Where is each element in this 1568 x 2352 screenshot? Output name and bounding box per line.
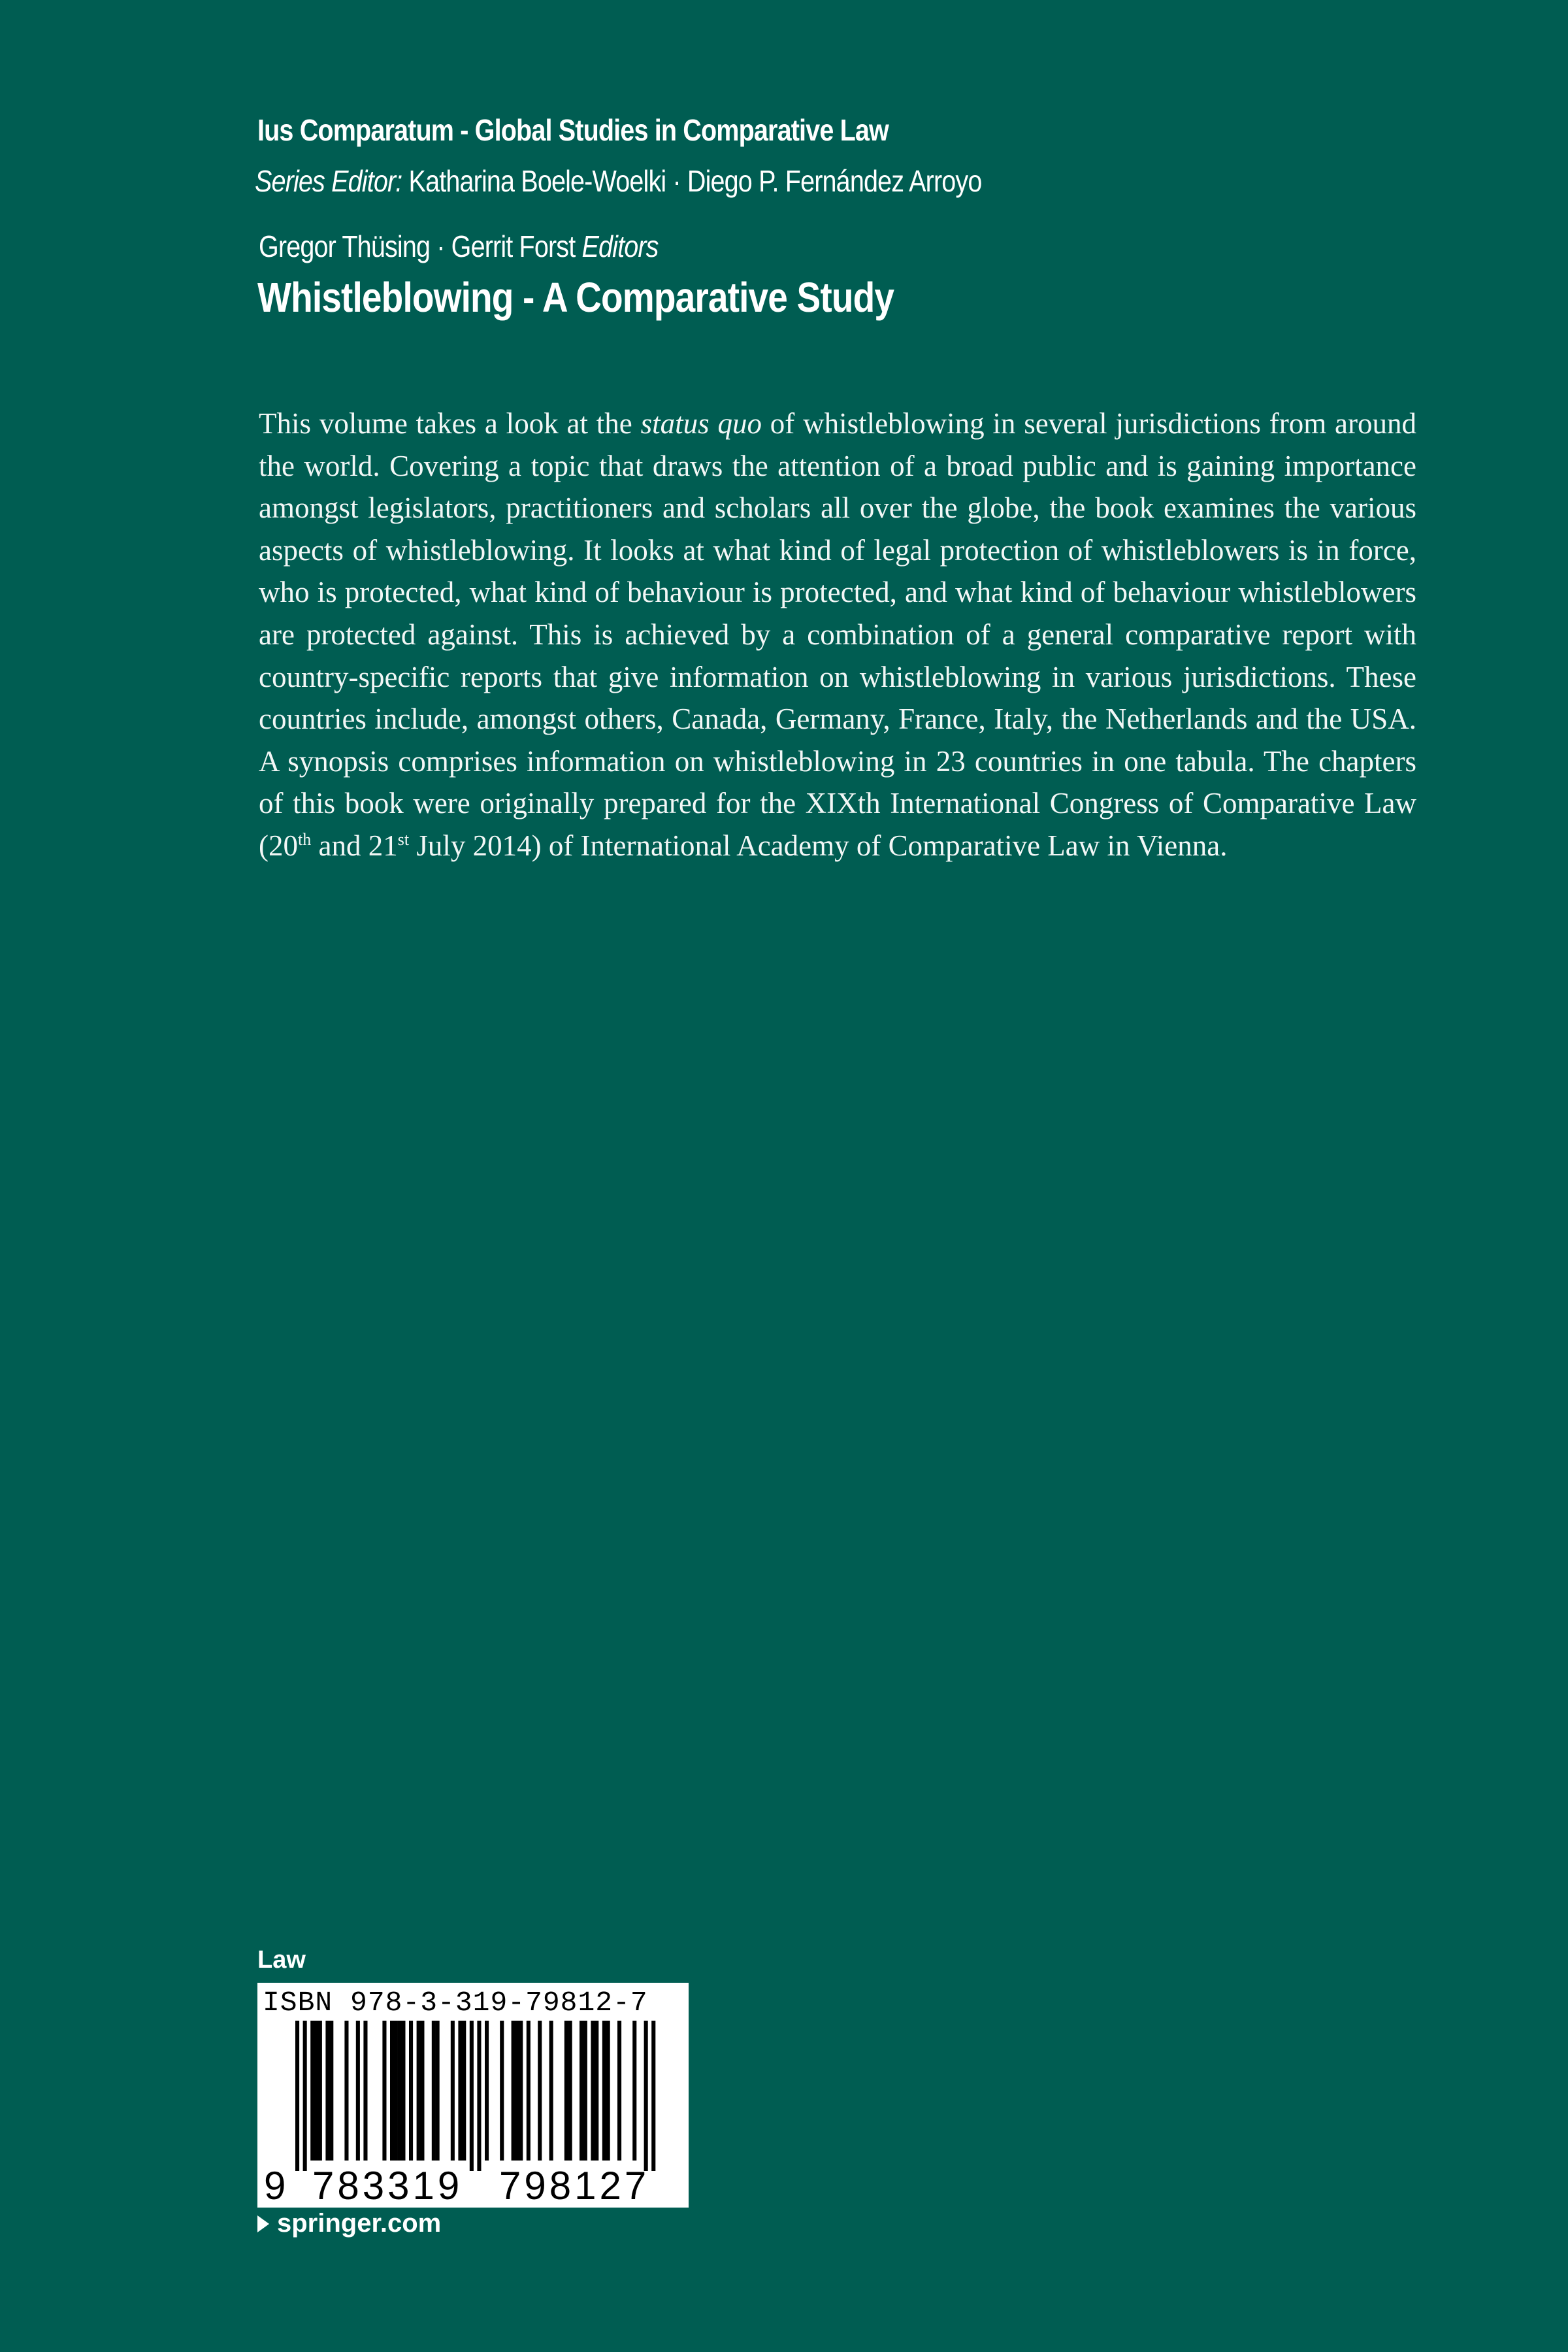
barcode-bar: [606, 2021, 610, 2161]
barcode-bar: [595, 2021, 598, 2161]
barcode-bar: [549, 2021, 553, 2161]
blurb-part-2: of whistleblowing in several jurisdictions from around the world. Covering a topic that draws the attention of a broad public and is gaining importance amongst legislators, practitioners and scholars all over the globe, the book examines the various aspects of whistleblowing. It looks at what kind of legal protection of whistleblowers is in force, who is protected, what kind of behaviour is protected, and what kind of behaviour whistleblowers are protected against. This is achieved by a combination of a general comparative report with country-specific reports that give information on whistleblowing in various jurisdictions. These countries include, amongst others, Canada, Germany, France, Italy, the Netherlands and the USA. A synopsis comprises information on whistleblowing in 23 countries in one tabula. The chapters of this book were originally prepared for the XIXth International Congress of Comparative Law (20: [259, 407, 1417, 862]
subject-label: Law: [257, 1946, 306, 1974]
barcode-bars: [257, 2021, 689, 2171]
barcode-bar: [458, 2021, 462, 2161]
barcode-bar: [602, 2021, 606, 2161]
barcode-bar: [470, 2021, 474, 2171]
barcode-bar: [527, 2021, 531, 2161]
series-editor-line: [255, 163, 981, 199]
book-editor-names: Gregor Thüsing · Gerrit Forst: [259, 229, 576, 263]
barcode-bar: [512, 2021, 515, 2161]
barcode-bar: [583, 2021, 587, 2161]
blurb-part-1: This volume takes a look at the: [259, 407, 641, 440]
barcode-bar: [451, 2021, 455, 2161]
barcode-bar: [500, 2021, 504, 2161]
series-editor-names: Katharina Boele-Woelki · Diego P. Fernández Arroyo: [408, 164, 982, 198]
barcode-bar: [356, 2021, 360, 2161]
barcode-bar: [390, 2021, 394, 2161]
barcode-bar: [485, 2021, 489, 2161]
barcode-bar: [420, 2021, 424, 2161]
barcode-bar: [519, 2021, 523, 2161]
barcode-bar: [632, 2021, 636, 2161]
barcode-bar: [564, 2021, 568, 2161]
isbn-text: ISBN 978-3-319-79812-7: [263, 1987, 648, 2019]
blurb-sup-th: th: [298, 829, 312, 849]
barcode-bar: [329, 2021, 333, 2161]
barcode-bar: [409, 2021, 413, 2161]
barcode-digit-group-right: 798127: [499, 2164, 650, 2208]
barcode-bar: [580, 2021, 583, 2161]
series-editor-label: Series Editor:: [255, 164, 402, 198]
barcode-digit-group-left: 783319: [312, 2164, 463, 2208]
blurb-status-quo: status quo: [640, 407, 762, 440]
barcode-bar: [314, 2021, 318, 2161]
barcode-bar: [515, 2021, 519, 2161]
barcode-bar: [462, 2021, 466, 2161]
barcode-digit-first: 9: [264, 2164, 286, 2208]
barcode-bar: [401, 2021, 405, 2161]
barcode-bar: [436, 2021, 440, 2161]
blurb-part-3: and 21: [311, 829, 398, 862]
barcode-bar: [344, 2021, 348, 2161]
barcode-bar: [398, 2021, 402, 2161]
barcode-bar: [568, 2021, 572, 2161]
barcode-bar: [617, 2021, 621, 2161]
barcode-bar: [318, 2021, 322, 2161]
barcode-bar: [417, 2021, 421, 2161]
barcode-bar: [538, 2021, 542, 2161]
book-title: Whistleblowing - A Comparative Study: [257, 274, 894, 321]
barcode-bar: [651, 2021, 655, 2171]
series-title: Ius Comparatum - Global Studies in Comparative Law: [257, 113, 889, 147]
barcode-bar: [432, 2021, 436, 2161]
book-editors-label: Editors: [581, 229, 659, 263]
publisher-website[interactable]: [257, 2209, 441, 2238]
barcode-bar: [295, 2021, 299, 2171]
barcode-bar: [477, 2021, 481, 2171]
play-arrow-icon: [257, 2215, 269, 2232]
barcode-bar: [325, 2021, 329, 2161]
barcode-bar: [382, 2021, 386, 2161]
barcode-bar: [303, 2021, 307, 2171]
blurb-part-4: July 2014) of International Academy of Comparative Law in Vienna.: [409, 829, 1228, 862]
barcode-bar: [363, 2021, 367, 2161]
barcode-bar: [394, 2021, 398, 2161]
isbn-barcode: [257, 1983, 689, 2208]
book-editors-line: [259, 229, 659, 264]
barcode-bar: [310, 2021, 314, 2161]
barcode-bar: [591, 2021, 595, 2161]
book-description: [259, 403, 1416, 867]
blurb-sup-st: st: [397, 829, 410, 849]
barcode-bar: [644, 2021, 648, 2171]
website-label: springer.com: [277, 2209, 442, 2238]
